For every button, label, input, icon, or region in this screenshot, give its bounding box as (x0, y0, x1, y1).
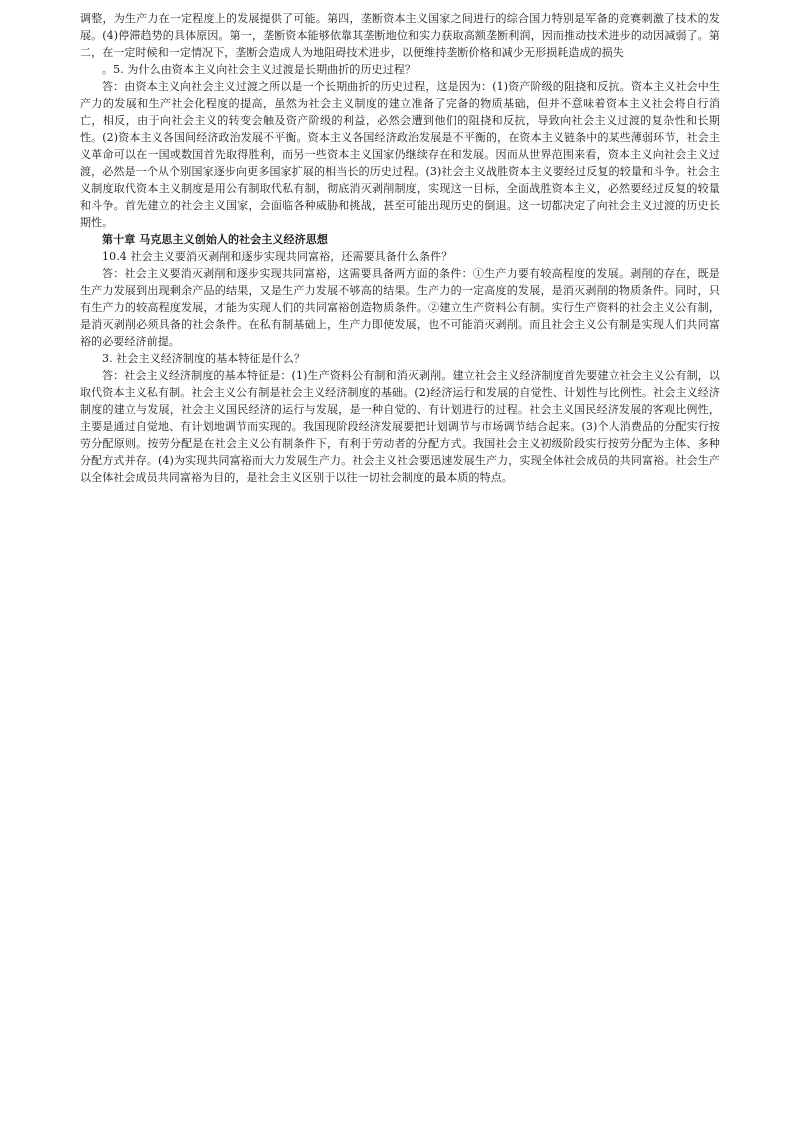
answer-5: 答：由资本主义向社会主义过渡之所以是一个长期曲折的历史过程，这是因为：(1)资产阶级的阻挠和反抗。资本主义社会中生产力的发展和生产社会化程度的提高，虽然为社会主义制度的建立准备了完备的物质基础，但并不意味着资本主义社会将自行消亡，相反，由于向社会主义的转变会触及资产阶级的利益，必然会遭到他们的阻挠和反抗，导致向社会主义过渡的复杂性和长期性。(2)资本主义各国间经济政治发展不平衡。资本主义各国经济政治发展是不平衡的，在资本主义链条中的某些薄弱环节，社会主义革命可以在一国或数国首先取得胜利，而另一些资本主义国家仍继续存在和发展。因而从世界范围来看，资本主义向社会主义过渡，必然是一个从个别国家逐步向更多国家扩展的相当长的历史过程。(3)社会主义战胜资本主义要经过反复的较量和斗争。社会主义制度取代资本主义制度是用公有制取代私有制，彻底消灭剥削制度，实现这一目标，全面战胜资本主义，必然要经过反复的较量和斗争。首先建立的社会主义国家，会面临各种威胁和挑战，甚至可能出现历史的倒退。这一切都决定了向社会主义过渡的历史长期性。 (80, 80, 720, 229)
answer-3: 答：社会主义经济制度的基本特征是：(1)生产资料公有制和消灭剥削。建立社会主义经济制度首先要建立社会主义公有制，以取代资本主义私有制。社会主义公有制是社会主义经济制度的基础。(2)经济运行和发展的自觉性、计划性与比例性。社会主义经济制度的建立与发展，社会主义国民经济的运行与发展，是一种自觉的、有计划进行的过程。社会主义国民经济发展的客观比例性，主要是通过自觉地、有计划地调节而实现的。我国现阶段经济发展要把计划调节与市场调节结合起来。(3)个人消费品的分配实行按劳分配原则。按劳分配是在社会主义公有制条件下，有利于劳动者的分配方式。我国社会主义初级阶段实行按劳分配为主体、多种分配方式并存。(4)为实现共同富裕而大力发展生产力。社会主义社会要迅速发展生产力，实现全体社会成员的共同富裕。社会生产以全体社会成员共同富裕为目的，是社会主义区别于以往一切社会制度的最本质的特点。 (80, 369, 720, 484)
question-5: 。5. 为什么由资本主义向社会主义过渡是长期曲折的历史过程？ (102, 63, 416, 76)
chapter-10-heading: 第十章 马克思主义创始人的社会主义经济思想 (102, 233, 328, 246)
answer-10-4: 答：社会主义要消灭剥削和逐步实现共同富裕，这需要具备两方面的条件：①生产力要有较高程度的发展。剥削的存在，既是生产力发展到出现剩余产品的结果，又是生产力发展不够高的结果。生产力的一定高度的发展，是消灭剥削的物质条件。同时，只有生产力的较高程度发展，才能为实现人们的共同富裕创造物质条件。②建立生产资料公有制。实行生产资料的社会主义公有制，是消灭剥削必须具备的社会条件。在私有制基础上，生产力即使发展，也不可能消灭剥削。而且社会主义公有制是实现人们共同富裕的必要经济前提。 (80, 267, 720, 348)
question-10-4: 10.4 社会主义要消灭剥削和逐步实现共同富裕，还需要具备什么条件？ (102, 250, 453, 263)
question-3: 3. 社会主义经济制度的基本特征是什么？ (102, 352, 305, 365)
paragraph-continuation: 调整，为生产力在一定程度上的发展提供了可能。第四，垄断资本主义国家之间进行的综合国力特别是军备的竞赛刺激了技术的发展。(4)停滞趋势的具体原因。第一，垄断资本能够依靠其垄断地位和实力获取高额垄断利润，因而推动技术进步的动因减弱了。第二，在一定时候和一定情况下，垄断会造成人为地阻碍技术进步，以便维持垄断价格和减少无形损耗造成的损失 (80, 12, 720, 59)
document-page (80, 10, 720, 486)
